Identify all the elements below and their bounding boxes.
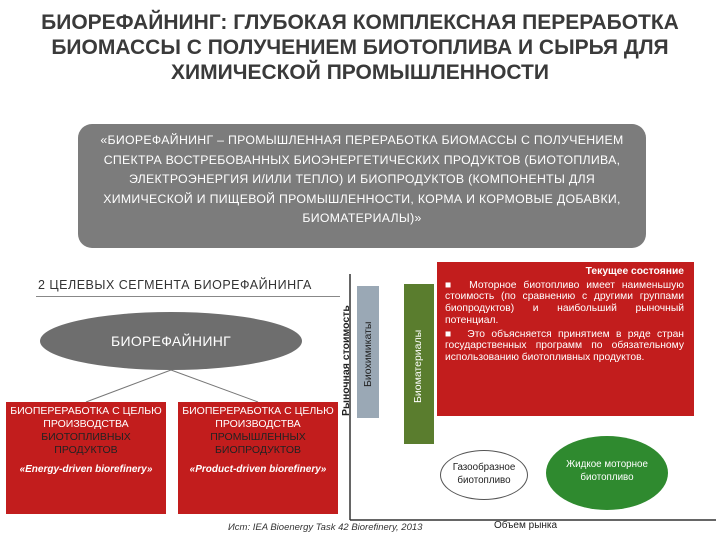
current-state-box [437,262,694,416]
current-state-point [445,329,684,364]
definition-box: «БИОРЕФАЙНИНГ – ПРОМЫШЛЕННАЯ ПЕРЕРАБОТКА БИОМАССЫ С ПОЛУЧЕНИЕМ СПЕКТРА ВОСТРЕБОВАННЫХ БИОЭНЕРГЕТИЧЕСКИХ ПРОДУКТОВ (БИОТОПЛИВА, ЭЛЕКТРОЭНЕРГИЯ И/ИЛИ ТЕПЛО) И БИОПРОДУКТОВ (КОМПОНЕНТЫ ДЛЯ ХИМИЧЕСКОЙ И ПИЩЕВОЙ ПРОМЫШЛЕННОСТИ, КОРМА И КОРМОВЫЕ ДОБАВКИ, БИОМАТЕРИАЛЫ)» [78,124,646,248]
point-text: Моторное биотопливо имеет наименьшую стоимость (по сравнению с другими группами биопродуктов) и наибольший рыночный потенциал. [445,279,684,326]
current-state-point [445,280,684,327]
bullet-icon: ■ [445,328,468,340]
segment-left-tag: «Energy-driven biorefinery» [19,464,153,475]
liquid-biofuel-bubble: Жидкое моторное биотопливо [546,436,668,510]
biochemicals-label: Биохимикаты [362,321,374,387]
segments-title: 2 ЦЕЛЕВЫХ СЕГМЕНТА БИОРЕФАЙНИНГА [38,278,312,292]
connector-left [86,370,171,402]
energy-driven-segment [6,402,166,514]
gaseous-biofuel-bubble: Газообразное биотопливо [440,450,528,500]
segment-left-line2: БИОТОПЛИВНЫХ ПРОДУКТОВ [41,431,131,456]
point-text: Это объясняется принятием в ряде стран государственных программ по обязательному использованию биотопливных продуктов. [445,328,684,363]
segment-right-tag: «Product-driven biorefinery» [189,464,327,475]
biomaterials-label: Биоматериалы [412,329,424,403]
product-driven-segment [178,402,338,514]
source-note: Ист: IEA Bioenergy Task 42 Biorefinery, 2013 [228,522,423,533]
x-axis-label: Объем рынка [494,520,558,531]
segment-left-line1: БИОПЕРЕРАБОТКА С ЦЕЛЬЮ ПРОИЗВОДСТВА [10,405,162,430]
current-state-title: Текущее состояние [585,266,684,277]
biorefining-root: БИОРЕФАЙНИНГ [40,312,302,370]
segment-right-line2: ПРОМЫШЛЕННЫХ БИОПРОДУКТОВ [210,431,306,456]
y-axis-label: Рыночная стоимость [340,305,352,417]
segment-right-line1: БИОПЕРЕРАБОТКА С ЦЕЛЬЮ ПРОИЗВОДСТВА [182,405,334,430]
bullet-icon: ■ [445,279,470,291]
connector-right [171,370,258,402]
slide-title: БИОРЕФАЙНИНГ: ГЛУБОКАЯ КОМПЛЕКСНАЯ ПЕРЕРАБОТКА БИОМАССЫ С ПОЛУЧЕНИЕМ БИОТОПЛИВА И СЫРЬЯ ДЛЯ ХИМИЧЕСКОЙ ПРОМЫШЛЕННОСТИ [41,11,679,84]
